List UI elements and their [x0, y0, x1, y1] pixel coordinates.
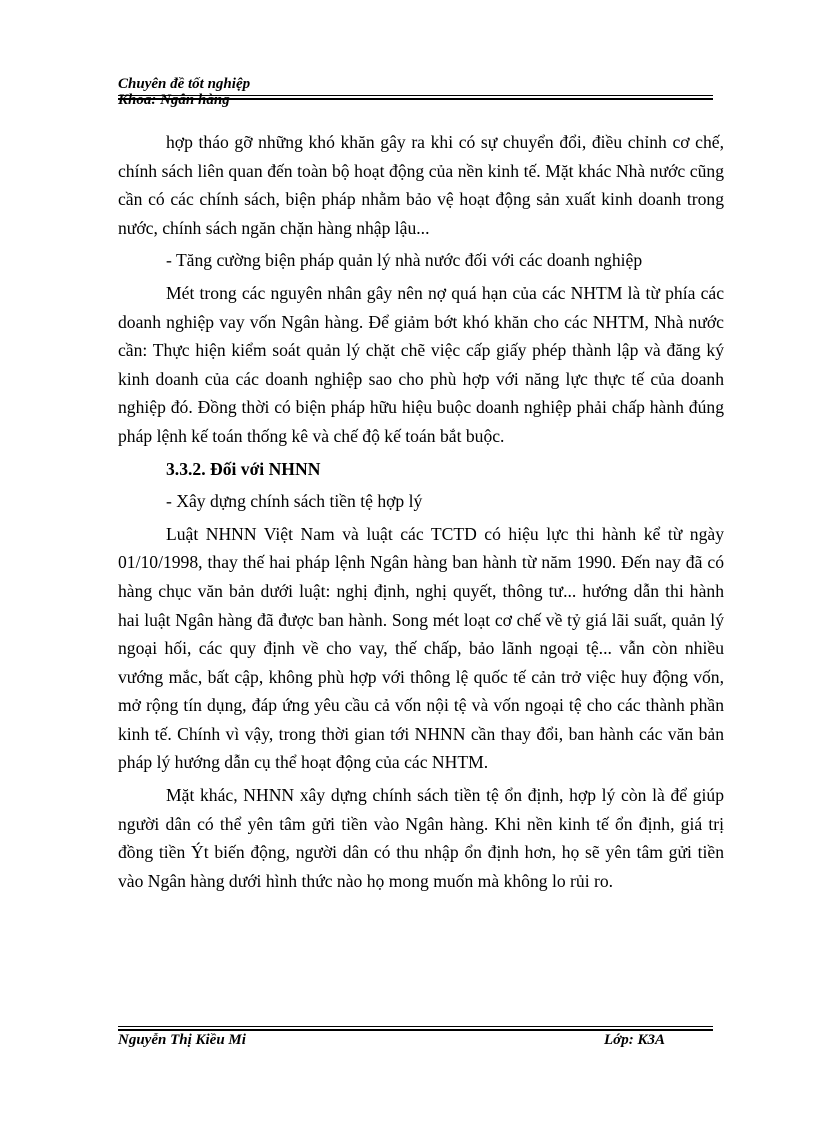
paragraph-2: Mét trong các nguyên nhân gây nên nợ quá hạn của các NHTM là từ phía các doanh nghiệp vay vốn Ngân hàng. Để giảm bớt khó khăn cho các NHTM, Nhà nước cần: Thực hiện kiểm soát quản lý chặt chẽ việc cấp giấy phép thành lập và đăng ký kinh doanh của các doanh nghiệp sao cho phù hợp với năng lực thực tế của doanh nghiệp đó. Đồng thời có biện pháp hữu hiệu buộc doanh nghiệp phải chấp hành đúng pháp lệnh kế toán thống kê và chế độ kế toán bắt buộc. [118, 282, 724, 446]
author-name: Nguyễn Thị Kiều Mi [118, 1032, 246, 1048]
document-title: Chuyên đề tốt nghiệp [118, 76, 251, 92]
class-label: Lớp: K3A [604, 1032, 665, 1048]
bullet-business-management: - Tăng cường biện pháp quản lý nhà nước đối với các doanh nghiệp [166, 250, 643, 271]
paragraph-1: hợp tháo gỡ những khó khăn gây ra khi có sự chuyển đổi, điều chỉnh cơ chế, chính sách liên quan đến toàn bộ hoạt động của nền kinh tế. Mặt khác Nhà nước cũng cần có các chính sách, biện pháp nhằm bảo vệ hoạt động sản xuất kinh doanh trong nước, chính sách ngăn chặn hàng nhập lậu... [118, 132, 724, 238]
bullet-monetary-policy: - Xây dựng chính sách tiền tệ hợp lý [166, 491, 423, 512]
page-body [118, 128, 724, 895]
faculty-label: Khoa: Ngân hàng [118, 92, 230, 108]
page-header [118, 76, 713, 108]
paragraph-4: Mặt khác, NHNN xây dựng chính sách tiền tệ ổn định, hợp lý còn là để giúp người dân có thể yên tâm gửi tiền vào Ngân hàng. Khi nền kinh tế ổn định, giá trị đồng tiền Ýt biến động, người dân có thu nhập ổn định hơn, họ sẽ yên tâm gửi tiền vào Ngân hàng dưới hình thức nào họ mong muốn mà không lo rủi ro. [118, 785, 724, 891]
header-rule [118, 95, 713, 100]
section-heading: 3.3.2. Đối với NHNN [166, 458, 321, 479]
footer-rule [118, 1026, 713, 1031]
paragraph-3: Luật NHNN Việt Nam và luật các TCTD có hiệu lực thi hành kể từ ngày 01/10/1998, thay thế hai pháp lệnh Ngân hàng ban hành từ năm 1990. Đến nay đã có hàng chục văn bản dưới luật: nghị định, nghị quyết, thông tư... hướng dẫn thi hành hai luật Ngân hàng đã được ban hành. Song mét loạt cơ chế về tỷ giá lãi suất, quản lý ngoại hối, các quy định về cho vay, thế chấp, bảo lãnh ngoại tệ... vẫn còn nhiều vướng mắc, bất cập, không phù hợp với thông lệ quốc tế cản trở việc huy động vốn, mở rộng tín dụng, đáp ứng yêu cầu cả vốn nội tệ và vốn ngoại tệ cho các thành phần kinh tế. Chính vì vậy, trong thời gian tới NHNN cần thay đổi, ban hành các văn bản pháp lý hướng dẫn cụ thể hoạt động của các NHTM. [118, 523, 724, 773]
